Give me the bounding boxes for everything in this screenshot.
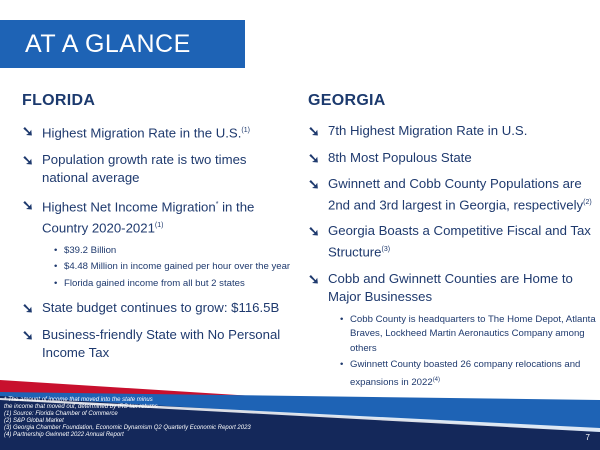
footnote: (2) S&P Global Market: [4, 418, 64, 424]
page-number: 7: [585, 433, 590, 442]
georgia-business-bullets: [328, 313, 598, 391]
page-title: AT A GLANCE: [25, 30, 191, 58]
list-item: • $4.48 Million in income gained per hour over the year: [54, 260, 292, 275]
arrow-down-right-icon: ➘: [308, 176, 320, 192]
list-item: • Cobb County is headquarters to The Home Depot, Atlanta Braves, Lockheed Martin Aeronautics Company among others: [340, 313, 598, 357]
georgia-item: ➘ 7th Highest Migration Rate in U.S.: [308, 123, 528, 139]
georgia-item: ➘ Georgia Boasts a Competitive Fiscal and Tax Structure$^{(3)}$: [308, 223, 591, 260]
footnote: * The amount of income that moved into the state minus: [4, 397, 153, 403]
florida-item: ➘ Highest Migration Rate in the U.S.$^{(1)}$: [22, 123, 250, 141]
georgia-heading: GEORGIA: [308, 92, 386, 109]
georgia-item: ➘ 8th Most Populous State: [308, 149, 472, 166]
florida-heading: FLORIDA: [22, 92, 96, 109]
list-item: • Florida gained income from all but 2 states: [54, 277, 292, 292]
footnote: (4) Partnership Gwinnett 2022 Annual Report: [4, 432, 124, 438]
florida-income-bullets: [42, 244, 292, 292]
list-item: • Gwinnett County boasted 26 company relocations and expansions in 2022$^{(4)}$: [340, 358, 598, 390]
florida-item: ➘ Business-friendly State with No Personal Income Tax: [22, 326, 281, 361]
florida-column: [22, 92, 292, 371]
florida-item: ➘ Population growth rate is two times national average: [22, 151, 247, 186]
arrow-down-right-icon: ➘: [22, 196, 34, 213]
footnote: (3) Georgia Chamber Foundation, Economic Dynamism Q2 Quarterly Economic Report 2023: [4, 425, 251, 431]
arrow-down-right-icon: ➘: [308, 123, 320, 139]
list-item: • $39.2 Billion: [54, 244, 292, 259]
footnote: the income that moved out, determined by IRS tax returns: [4, 404, 158, 410]
title-banner: [0, 20, 245, 68]
arrow-down-right-icon: ➘: [308, 223, 320, 240]
footnote: (1) Source: Florida Chamber of Commerce: [4, 411, 118, 417]
arrow-down-right-icon: ➘: [22, 300, 34, 317]
georgia-column: [308, 92, 598, 398]
footnotes: [4, 397, 251, 439]
florida-item: ➘ Highest Net Income Migration* in the Country 2020-2021$^{(1)}$ • $39.2 Billion • $4.48 Million in income gained per hour over the year • Florida gained income from all but 2 states: [22, 196, 292, 291]
florida-item: ➘ State budget continues to grow: $116.5B: [22, 300, 280, 317]
arrow-down-right-icon: ➘: [308, 270, 320, 287]
arrow-down-right-icon: ➘: [22, 326, 34, 343]
georgia-item: ➘ Cobb and Gwinnett Counties are Home to Major Businesses • Cobb County is headquarters to The Home Depot, Atlanta Braves, Lockheed Martin Aeronautics Company among others • Gwinnett County boasted 26 company relocations and expansions in 2022$^{(4)}$: [308, 270, 598, 391]
arrow-down-right-icon: ➘: [22, 123, 34, 139]
arrow-down-right-icon: ➘: [308, 149, 320, 166]
arrow-down-right-icon: ➘: [22, 151, 34, 168]
georgia-item: ➘ Gwinnett and Cobb County Populations are 2nd and 3rd largest in Georgia, respectively$^{(2)}$: [308, 176, 592, 212]
